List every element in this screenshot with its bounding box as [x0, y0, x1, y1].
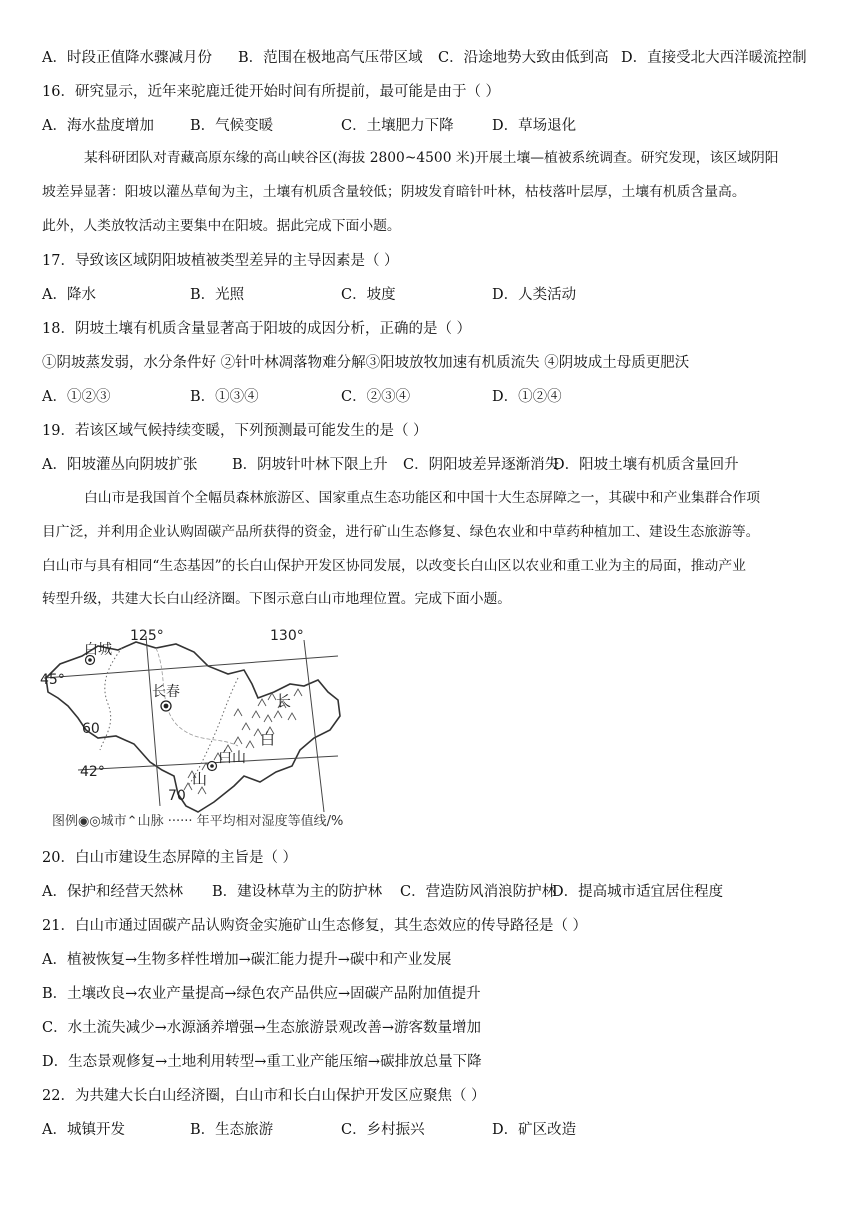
q20-stem: 20．白山市建设生态屏障的主旨是（ ） [42, 850, 298, 866]
passage2-line: 某科研团队对青藏高原东缘的高山峡谷区(海拔 2800~4500 米)开展土壤—植被系统调查。研究发现，该区域阴阳 [84, 150, 779, 166]
passage3-line: 白山市是我国首个全幅员森林旅游区、国家重点生态功能区和中国十大生态屏障之一，其碳中和产业集群合作项 [84, 490, 761, 506]
q17-option-d[interactable]: D．人类活动 [492, 287, 577, 303]
passage-slope-survey [42, 142, 818, 243]
q18-option-b[interactable]: B．①③④ [190, 389, 259, 405]
isoline-70-label: 70 [168, 788, 186, 804]
q15-option-b[interactable]: B．范围在极地高气压带区域 [238, 50, 423, 66]
q19-option-d[interactable]: D．阳坡土壤有机质含量回升 [553, 457, 739, 473]
mountain-label-chang: 长 [276, 692, 292, 710]
q21-stem: 21．白山市通过固碳产品认购资金实施矿山生态修复，其生态效应的传导路径是（ ） [42, 918, 588, 934]
passage-baishan [42, 482, 818, 617]
lon-130-label: 130° [270, 628, 304, 644]
map-legend: 图例◉◎城市⌃山脉 ······ 年平均相对湿度等值线/% [52, 814, 344, 829]
passage3-line: 白山市与具有相同“生态基因”的长白山保护开发区协同发展，以改变长白山区以农业和重工业为主的局面，推动产业 [42, 557, 746, 574]
q17-option-b[interactable]: B．光照 [190, 287, 245, 303]
q19-option-a[interactable]: A．阳坡灌丛向阴坡扩张 [42, 457, 198, 473]
q20-option-c[interactable]: C．营造防风消浪防护林 [400, 884, 557, 900]
passage2-line: 坡差异显著：阳坡以灌丛草甸为主，土壤有机质含量较低；阴坡发育暗针叶林，枯枝落叶层厚，土壤有机质含量高。 [42, 183, 746, 200]
q16-option-b[interactable]: B．气候变暖 [190, 118, 274, 134]
q22-option-a[interactable]: A．城镇开发 [42, 1122, 125, 1138]
city-changchun-marker [161, 701, 171, 711]
lat-45-label: 45° [40, 672, 65, 688]
q16-option-a[interactable]: A．海水盐度增加 [42, 118, 154, 134]
q18-statements: ①阴坡蒸发弱，水分条件好 ②针叶林凋落物难分解③阳坡放牧加速有机质流失 ④阴坡成土母质更肥沃 [42, 355, 690, 371]
q16-option-d[interactable]: D．草场退化 [492, 118, 577, 134]
passage2-line: 此外，人类放牧活动主要集中在阳坡。据此完成下面小题。 [42, 217, 401, 234]
q20-option-a[interactable]: A．保护和经营天然林 [42, 884, 183, 900]
q15-option-d[interactable]: D．直接受北大西洋暖流控制 [621, 50, 807, 66]
q20-option-b[interactable]: B．建设林草为主的防护林 [212, 884, 383, 900]
passage3-line: 目广泛，并利用企业认购固碳产品所获得的资金，进行矿山生态修复、绿色农业和中草药种植加工、建设生态旅游等。 [42, 523, 760, 540]
city-baishan-marker [208, 762, 217, 771]
q17-option-a[interactable]: A．降水 [42, 287, 96, 303]
baishan-location-map [38, 626, 400, 834]
q15-option-a[interactable]: A．时段正值降水骤减月份 [42, 50, 212, 66]
isoline-60-label: 60 [82, 721, 100, 737]
q20-option-d[interactable]: D．提高城市适宜居住程度 [552, 884, 724, 900]
q19-option-b[interactable]: B．阴坡针叶林下限上升 [232, 457, 388, 473]
q19-stem: 19．若该区域气候持续变暖，下列预测最可能发生的是（ ） [42, 423, 428, 439]
lat-42-label: 42° [80, 764, 105, 780]
q19-option-c[interactable]: C．阴阳坡差异逐渐消失 [403, 457, 560, 473]
city-baishan-label: 白山 [218, 750, 246, 766]
q22-stem: 22．为共建大长白山经济圈，白山市和长白山保护开发区应聚焦（ ） [42, 1088, 486, 1104]
q21-option-b[interactable]: B．土壤改良→农业产量提高→绿色农产品供应→固碳产品附加值提升 [42, 986, 481, 1002]
city-baicheng-label: 白城 [84, 642, 112, 658]
mountain-label-shan: 山 [192, 770, 208, 788]
q18-option-d[interactable]: D．①②④ [492, 389, 562, 405]
mountain-label-bai: 白 [260, 730, 276, 748]
q17-stem: 17．导致该区域阴阳坡植被类型差异的主导因素是（ ） [42, 253, 399, 269]
q22-option-c[interactable]: C．乡村振兴 [341, 1122, 425, 1138]
q17-option-c[interactable]: C．坡度 [341, 287, 396, 303]
q22-option-b[interactable]: B．生态旅游 [190, 1122, 274, 1138]
q18-option-a[interactable]: A．①②③ [42, 389, 111, 405]
q16-option-c[interactable]: C．土壤肥力下降 [341, 118, 454, 134]
q21-option-a[interactable]: A．植被恢复→生物多样性增加→碳汇能力提升→碳中和产业发展 [42, 952, 452, 968]
q15-option-c[interactable]: C．沿途地势大致由低到高 [438, 50, 609, 66]
q22-option-d[interactable]: D．矿区改造 [492, 1122, 577, 1138]
q21-option-d[interactable]: D．生态景观修复→土地利用转型→重工业产能压缩→碳排放总量下降 [42, 1054, 482, 1070]
q16-stem: 16．研究显示，近年来驼鹿迁徙开始时间有所提前，最可能是由于（ ） [42, 84, 501, 100]
q18-option-c[interactable]: C．②③④ [341, 389, 411, 405]
passage3-line: 转型升级，共建大长白山经济圈。下图示意白山市地理位置。完成下面小题。 [42, 591, 512, 608]
q21-option-c[interactable]: C．水土流失减少→水源涵养增强→生态旅游景观改善→游客数量增加 [42, 1020, 482, 1036]
lon-125-label: 125° [130, 628, 164, 644]
q18-stem: 18．阴坡土壤有机质含量显著高于阳坡的成因分析，正确的是（ ） [42, 321, 472, 337]
city-changchun-label: 长春 [152, 684, 180, 700]
